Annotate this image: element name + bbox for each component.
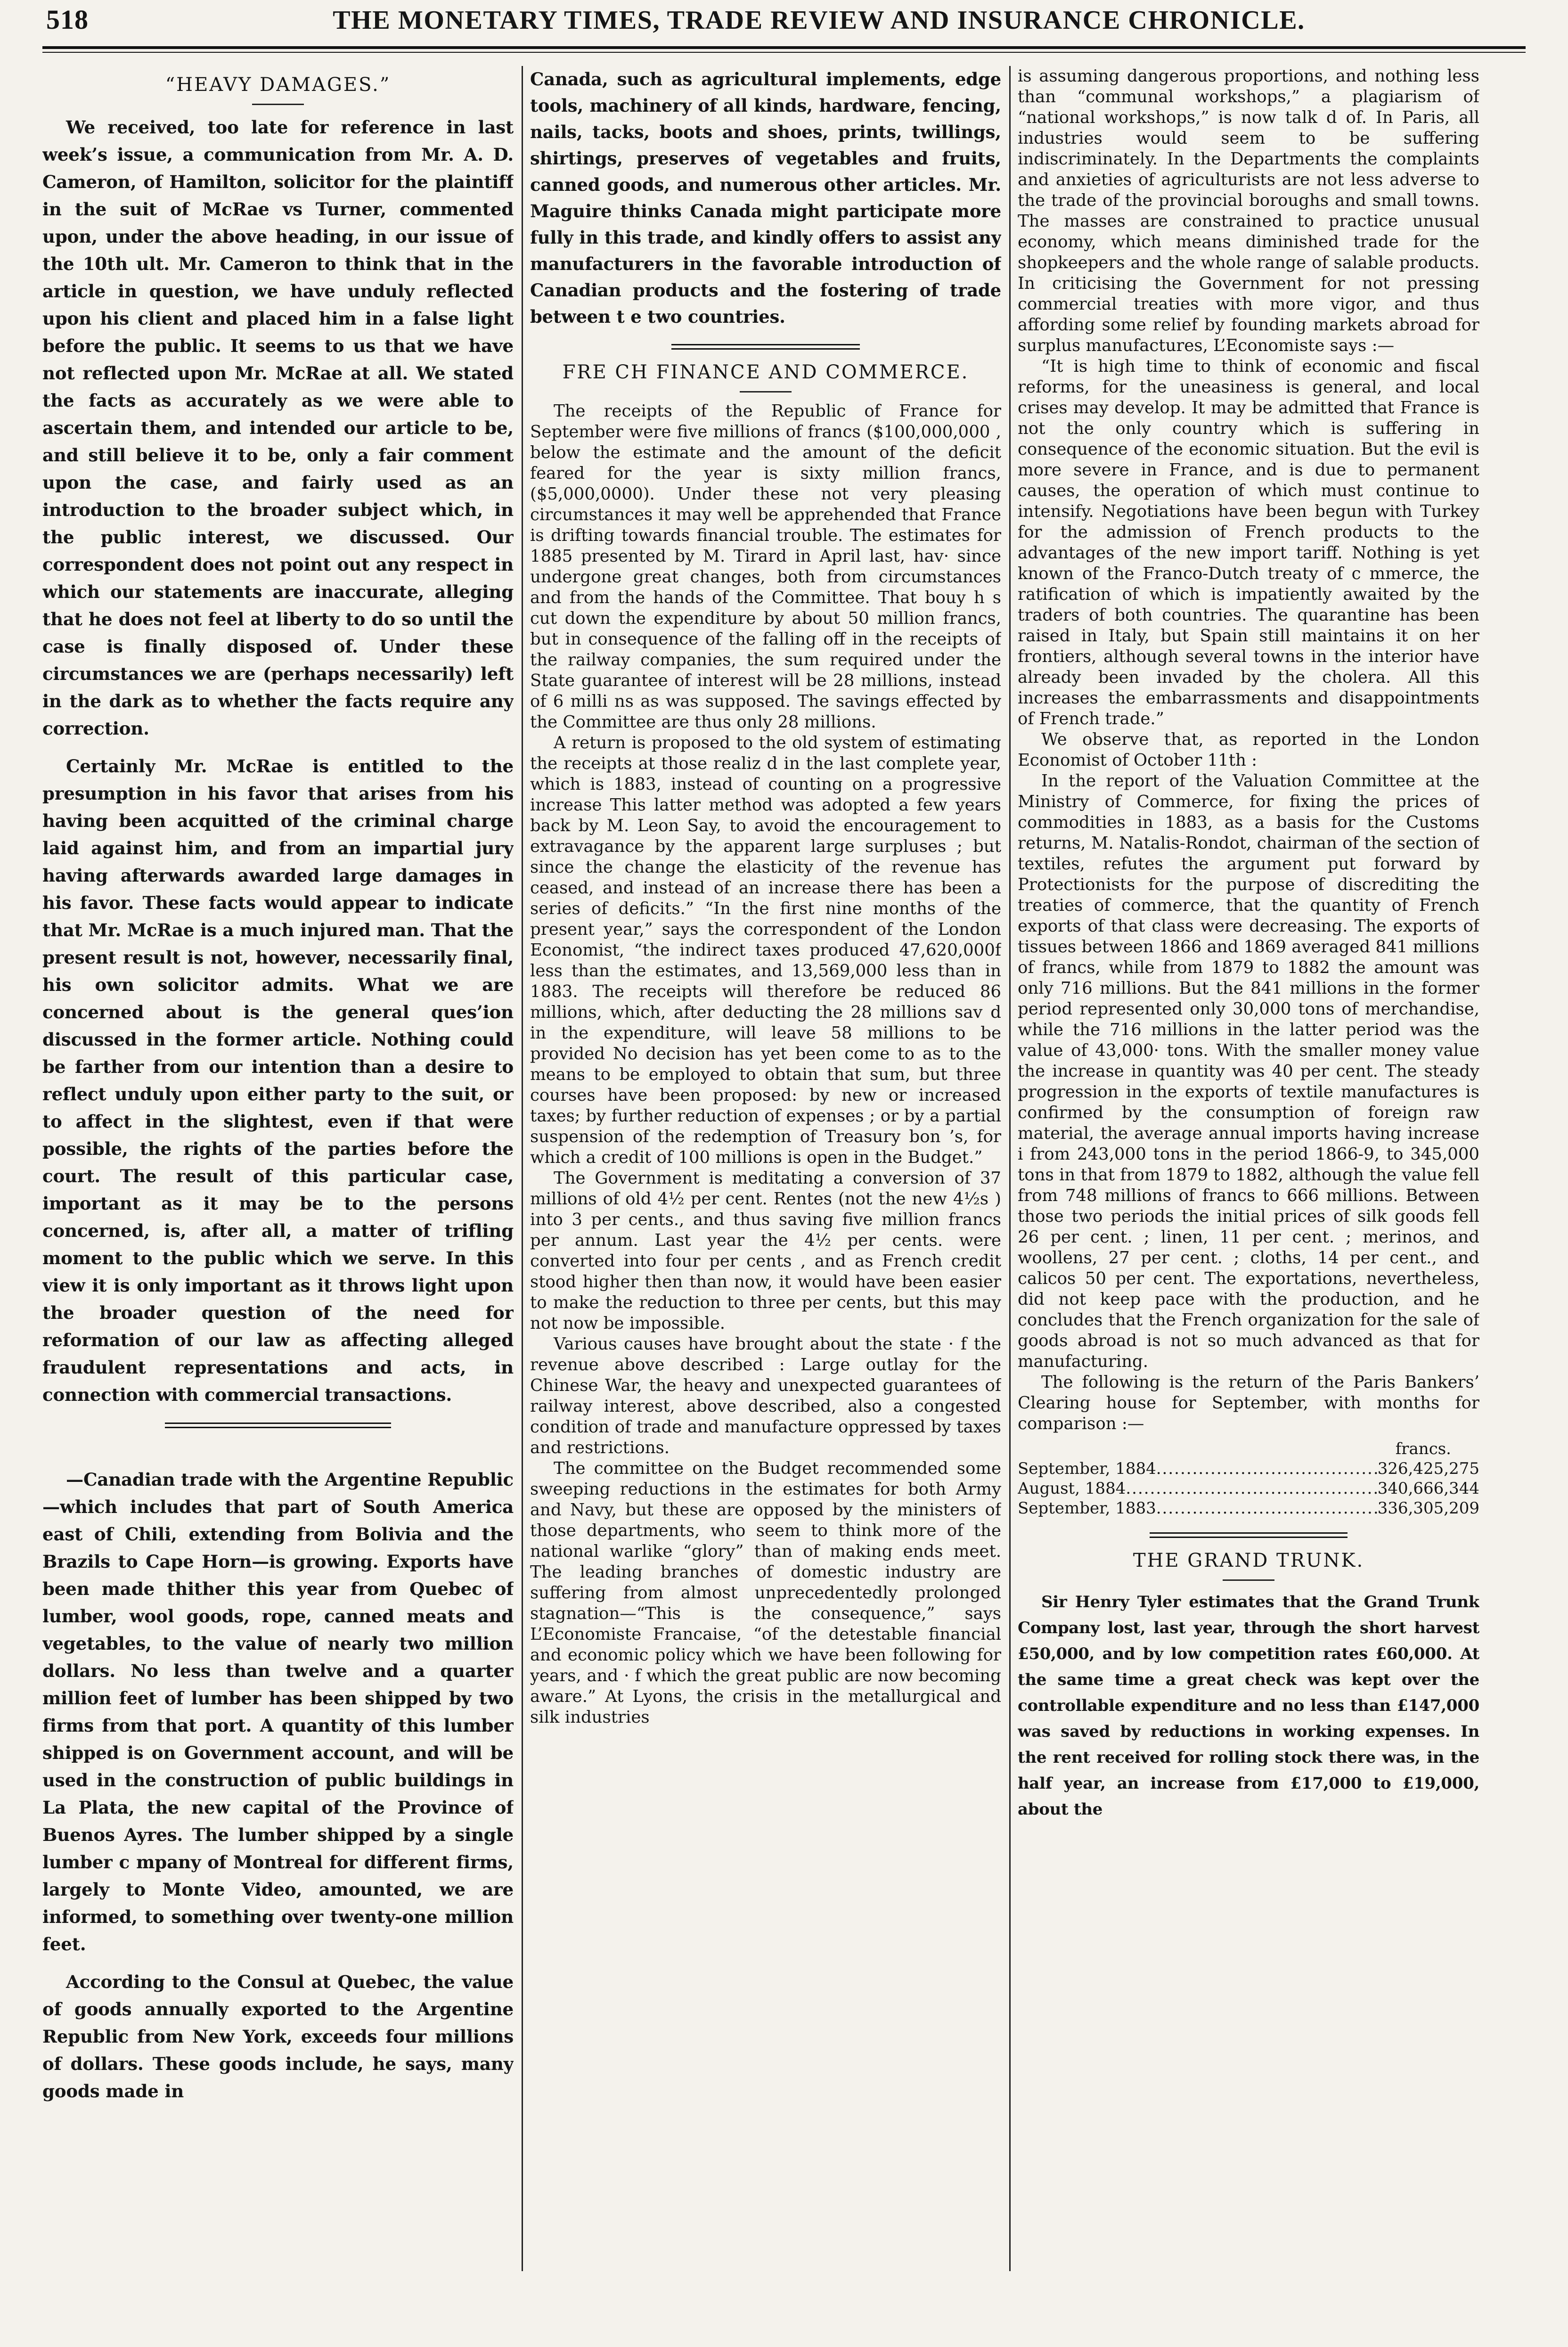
clearing-month: September, 1883 bbox=[1018, 1499, 1156, 1518]
section-divider bbox=[1150, 1532, 1348, 1538]
article-paragraph: is assuming dangerous proportions, and nothing less than “communal workshops,” a plagiarism of “national workshops,” is now talk d of. In Paris, all industries would seem to be suffering indiscriminately. In the Departments the complaints and anxieties of agriculturists are not less adverse to the trade of the provincial boroughs and small towns. The masses are constrained to practice unusual economy, which means diminished trade for the shopkeepers and the whole range of salable products. In criticising the Government for not pressing commercial treaties with more vigor, and thus affording some relief by founding markets abroad for surplus manufactures, L’Economiste says :— bbox=[1018, 66, 1479, 355]
masthead-title: THE MONETARY TIMES, TRADE REVIEW AND INSURANCE CHRONICLE. bbox=[333, 6, 1305, 35]
clearing-house-table bbox=[1018, 1439, 1479, 1518]
column-divider bbox=[522, 66, 523, 2271]
column-1 bbox=[42, 66, 514, 2299]
article-paragraph: “It is high time to think of economic and fiscal reforms, for the uneasiness is general, and local crises may develop. It may be admitted that France is not the only country which is suffering in consequence of the economic situation. But the evil is more severe in France, and is due to permanent causes, the operation of which must continue to intensify. Negotiations have been begun with Turkey for the admission of French products to the advantages of the new import tariff. Nothing is yet known of the Franco-Dutch treaty of c mmerce, the ratification of which is impatiently awaited by the traders of both countries. The quarantine has been raised in Italy, but Spain still maintains it on her frontiers, although several towns in the interior have already been invaded by the cholera. All this increases the embarrassments and disappointments of French trade.” bbox=[1018, 357, 1479, 728]
page-number: 518 bbox=[46, 4, 89, 35]
clearing-amount: 326,425,275 bbox=[1377, 1459, 1479, 1478]
column-divider bbox=[1009, 66, 1011, 2271]
clearing-amount: 336,305,209 bbox=[1377, 1499, 1479, 1518]
column-2 bbox=[530, 66, 1001, 2299]
clearing-row bbox=[1018, 1479, 1479, 1498]
clearing-month: September, 1884 bbox=[1018, 1459, 1156, 1478]
article-paragraph: Canada, such as agricultural implements, edge tools, machinery of all kinds, hardware, fencing, nails, tacks, boots and shoes, prints, twillings, shirtings, preserves of vegetables and fruits, canned goods, and numerous other articles. Mr. Maguire thinks Canada might participate more fully in this trade, and kindly offers to assist any manufacturers in the favorable introduction of Canadian products and the fostering of trade between t e two countries. bbox=[530, 69, 1001, 327]
clearing-row bbox=[1018, 1459, 1479, 1479]
article-paragraph: Various causes have brought about the state · f the revenue above described : Large outlay for the Chinese War, the heavy and unexpected guarantees of railway interest, above described, also a congested condition of trade and manufacture oppressed by taxes and restrictions. bbox=[530, 1334, 1001, 1457]
clearing-unit-label: francs. bbox=[1395, 1439, 1451, 1458]
article-title-grand-trunk: THE GRAND TRUNK. bbox=[1133, 1550, 1364, 1571]
clearing-amount: 340,666,344 bbox=[1377, 1479, 1479, 1498]
header-rule-thin bbox=[42, 52, 1526, 53]
leader-dots bbox=[1126, 1479, 1377, 1498]
header-rule-thick bbox=[42, 46, 1526, 49]
article-paragraph: In the report of the Valuation Committee at the Ministry of Commerce, for fixing the prices of commodities in 1883, as a basis for the Customs returns, M. Natalis-Rondot, chairman of the section of textiles, refutes the argument put forward by Protectionists for the purpose of discrediting the treaties of commerce, that the quantity of French exports of that class were decreasing. The exports of tissues between 1866 and 1869 averaged 841 millions of francs, while from 1879 to 1882 the amount was only 716 millions. But the 841 millions in the former period represented only 30,000 tons of merchandise, while the 716 millions in the latter period was the value of 43,000· tons. With the smaller money value the increase in quantity was 40 per cent. The steady progression in the exports of textile manufactures is confirmed by the consumption of foreign raw material, the average annual imports having increase i from 243,000 tons in the period 1866-9, to 345,000 tons in that from 1879 to 1882, although the value fell from 748 millions of francs to 666 millions. Between those two periods the initial prices of silk goods fell 26 per cent. ; linen, 11 per cent. ; merinos, and woollens, 27 per cent. ; cloths, 14 per cent., and calicos 50 per cent. The exportations, nevertheless, did not keep pace with the production, and he concludes that the French organization for the sale of goods abroad is not so much advanced as that for manufacturing. bbox=[1018, 771, 1479, 1371]
article-paragraph: The following is the return of the Paris Bankers’ Clearing house for September, with months for comparison :— bbox=[1018, 1373, 1479, 1433]
article-paragraph: —Canadian trade with the Argentine Republic—which includes that part of South America east of Chili, extending from Bolivia and the Brazils to Cape Horn—is growing. Exports have been made thither this year from Quebec of lumber, wool goods, rope, canned meats and vegetables, to the value of nearly two million dollars. No less than twelve and a quarter million feet of lumber has been shipped by two firms from that port. A quantity of this lumber shipped is on Government account, and will be used in the construction of public buildings in La Plata, the new capital of the Province of Buenos Ayres. The lumber shipped by a single lumber c mpany of Montreal for different firms, largely to Monte Video, amounted, we are informed, to something over twenty-one million feet. bbox=[42, 1469, 514, 1954]
article-paragraph: The receipts of the Republic of France for September were five millions of francs ($100,000,000 , below the estimate and the amount of the deficit feared for the year is sixty million francs, ($5,000,0000). Under these not very pleasing circumstances it may well be apprehended that France is drifting towards financial trouble. The estimates for 1885 presented by M. Tirard in April last, hav· since undergone great changes, both from circumstances and from the hands of the Committee. That bouy h s cut down the expenditure by about 50 million francs, but in consequence of the falling off in the receipts of the railway companies, the sum required under the State guarantee of interest will be 28 millions, instead of 6 milli ns as was supposed. The savings effected by the Committee are thus only 28 millions. bbox=[530, 401, 1001, 732]
page-header bbox=[42, 4, 1526, 42]
article-paragraph: Certainly Mr. McRae is entitled to the presumption in his favor that arises from his having been acquitted of the criminal charge laid against him, and from an impartial jury having afterwards awarded large damages in his favor. These facts would appear to indicate that Mr. McRae is a much injured man. That the present result is not, however, necessarily final, his own solicitor admits. What we are concerned about is the general ques’ion discussed in the former article. Nothing could be farther from our intention than a desire to reflect unduly upon either party to the suit, or to affect in the slightest, even if that were possible, the rights of the parties before the court. The result of this particular case, important as it may be to the persons concerned, is, after all, a matter of trifling moment to the public which we serve. In this view it is only important as it throws light upon the broader question of the need for reformation of our law as affecting alleged fraudulent representations and acts, in connection with commercial transactions. bbox=[42, 756, 514, 1405]
title-rule bbox=[740, 391, 792, 393]
article-title-heavy-damages: “HEAVY DAMAGES.” bbox=[165, 74, 391, 96]
article-paragraph: A return is proposed to the old system of estimating the receipts at those realiz d in the last complete year, which is 1883, instead of counting on a progressive increase This latter method was adopted a few years back by M. Leon Say, to avoid the encouragement to extravagance by the apparent large surpluses ; but since the change the elasticity of the revenue has ceased, and instead of an increase there has been a series of deficits.” “In the first nine months of the present year,” says the correspondent of the London Economist, “the indirect taxes produced 47,620,000f less than the estimates, and 13,569,000 less than in 1883. The receipts will therefore be reduced 86 millions, which, after deducting the 28 millions sav d in the expenditure, will leave 58 millions to be provided No decision has yet been come to as to the means to be employed to obtain that sum, but three courses have been proposed: by new or increased taxes; by further reduction of expenses ; or by a partial suspension of the redemption of Treasury bon ’s, for which a credit of 100 millions is open in the Budget.” bbox=[530, 733, 1001, 1167]
section-divider bbox=[165, 1423, 391, 1428]
article-title-french-finance: FRE CH FINANCE AND COMMERCE. bbox=[562, 361, 969, 383]
title-rule bbox=[252, 104, 304, 105]
article-paragraph: We received, too late for reference in last week’s issue, a communication from Mr. A. D. Cameron, of Hamilton, solicitor for the plaintiff in the suit of McRae vs Turner, commented upon, under the above heading, in our issue of the 10th ult. Mr. Cameron to think that in the article in question, we have unduly reflected upon his client and placed him in a false light before the public. It seems to us that we have not reflected upon Mr. McRae at all. We stated the facts as accurately as we were able to ascertain them, and intended our article to be, and still believe it to be, only a fair comment upon the case, and fairly used as an introduction to the broader subject which, in the public interest, we discussed. Our correspondent does not point out any respect in which our statements are inaccurate, alleging that he does not feel at liberty to do so until the case is finally disposed of. Under these circumstances we are (perhaps necessarily) left in the dark as to whether the facts require any correction. bbox=[42, 117, 514, 739]
paragraph-gap bbox=[42, 742, 514, 752]
section-divider bbox=[671, 344, 860, 350]
article-columns bbox=[42, 66, 1526, 2299]
article-paragraph: According to the Consul at Quebec, the value of goods annually exported to the Argentine Republic from New York, exceeds four millions of dollars. These goods include, he says, many goods made in bbox=[42, 1971, 514, 2102]
leader-dots bbox=[1156, 1459, 1378, 1479]
clearing-row bbox=[1018, 1498, 1479, 1518]
title-rule bbox=[1223, 1579, 1274, 1581]
article-paragraph: Sir Henry Tyler estimates that the Grand Trunk Company lost, last year, through the short harvest £50,000, and by low competition rates £60,000. At the same time a great check was kept over the controllable expenditure and no less than £147,000 was saved by reductions in working expenses. In the rent received for rolling stock there was, in the half year, an increase from £17,000 to £19,000, about the bbox=[1018, 1593, 1479, 1819]
paragraph-gap bbox=[42, 1958, 514, 1968]
article-paragraph: We observe that, as reported in the London Economist of October 11th : bbox=[1018, 730, 1479, 770]
article-paragraph: The committee on the Budget recommended some sweeping reductions in the estimates for both Army and Navy, but these are opposed by the ministers of those departments, who seem to think more of the national warlike “glory” than of making ends meet. The leading branches of domestic industry are suffering from almost unprecedentedly prolonged stagnation—“This is the consequence,” says L’Economiste Francaise, “of the detestable financial and economic policy which we have been following for years, and · f which the great public are now becoming aware.” At Lyons, the crisis in the metallurgical and silk industries bbox=[530, 1459, 1001, 1727]
clearing-month: August, 1884 bbox=[1018, 1479, 1126, 1498]
article-paragraph: The Government is meditating a conversion of 37 millions of old 4½ per cent. Rentes (not the new 4½s ) into 3 per cents., and thus saving five million francs per annum. Last year the 4½ per cents. were converted into four per cents , and as French credit stood higher then than now, it would have been easier to make the reduction to three per cents, but this may not now be impossible. bbox=[530, 1169, 1001, 1333]
column-3 bbox=[1018, 66, 1479, 2299]
leader-dots bbox=[1156, 1498, 1378, 1518]
